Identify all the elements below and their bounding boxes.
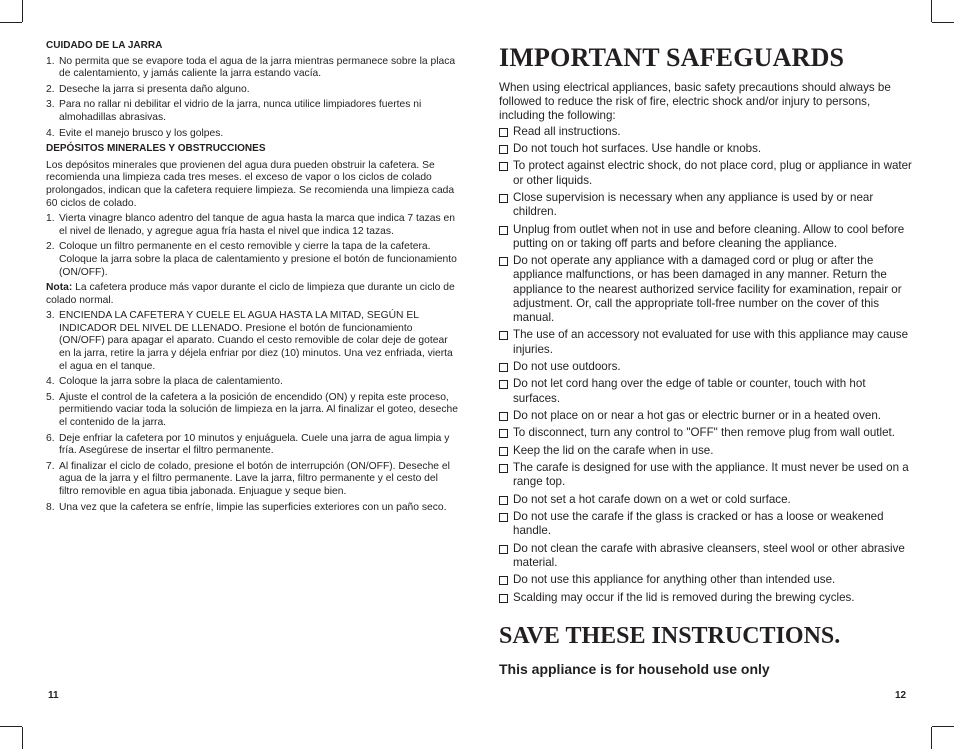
note-text: La cafetera produce más vapor durante el ciclo de limpieza que durante un ciclo de colado normal.: [46, 282, 455, 306]
safeguard-text: To protect against electric shock, do not place cord, plug or appliance in water or other liquids.: [513, 159, 912, 187]
item-text: Coloque un filtro permanente en el cesto removible y cierre la tapa de la cafetera. Coloque la jarra sobre la placa de calentamiento y presione el botón de funcionamiento (ON/OFF).: [59, 241, 457, 278]
safeguard-text: Unplug from outlet when not in use and before cleaning. Allow to cool before putting on or taking off parts and before cleaning the appliance.: [513, 222, 905, 250]
safeguard-item: [499, 461, 913, 489]
page-number-left: 11: [48, 690, 59, 701]
list-item: [46, 241, 458, 279]
note-label: Nota:: [46, 282, 73, 294]
crop-mark: [932, 22, 954, 23]
item-text: Ajuste el control de la cafetera a la posición de encendido (ON) y repita este proceso, permitiendo vaciar toda la solución de limpieza en la jarra. Al finalizar el goteo, deseche el contenido de la jarra.: [59, 391, 458, 429]
list-item: [46, 376, 458, 389]
item-number: 3.: [46, 310, 55, 322]
item-text: Coloque la jarra sobre la placa de calentamiento.: [59, 376, 283, 388]
cleaning-steps-list: [46, 213, 458, 279]
item-number: 1.: [46, 55, 55, 67]
save-instructions-heading: SAVE THESE INSTRUCTIONS.: [499, 622, 841, 649]
checkbox-bullet-icon: [499, 380, 508, 389]
checkbox-bullet-icon: [499, 464, 508, 473]
item-number: 3.: [46, 99, 55, 111]
safeguard-item: [499, 493, 913, 507]
checkbox-bullet-icon: [499, 331, 508, 340]
safeguard-text: The carafe is designed for use with the appliance. It must never be used on a range top.: [513, 461, 909, 489]
mineral-deposits-intro: Los depósitos minerales que provienen del agua dura pueden obstruir la cafetera. Se recomienda una limpieza cada tres meses. el exceso de vapor o los ciclos de colado prolongados, indican que la cafetera requiere limpieza. Se recomienda una limpieza cada 60 ciclos de colado.: [46, 159, 455, 209]
household-use-note: This appliance is for household use only: [499, 660, 770, 677]
list-item: [46, 502, 458, 515]
safeguard-item: [499, 223, 913, 251]
cleaning-steps-list-continued: [46, 310, 458, 514]
safeguard-text: Do not use this appliance for anything other than intended use.: [513, 573, 836, 587]
safeguard-text: Do not clean the carafe with abrasive cleansers, steel wool or other abrasive material.: [513, 541, 905, 569]
item-text: ENCIENDA LA CAFETERA Y CUELE EL AGUA HASTA LA MITAD, SEGÚN EL INDICADOR DEL NIVEL DE LLENADO. Presione el botón de funcionamiento (ON/OFF) para apagar el aparato. Cuando el cesto removible de colar deje de gotear en la jarra, retire la jarra y déjela enfriar por diez (10) minutos. Una vez enfriada, vierta el agua en el tanque.: [59, 310, 453, 372]
list-item: [46, 461, 458, 499]
checkbox-bullet-icon: [499, 194, 508, 203]
checkbox-bullet-icon: [499, 257, 508, 266]
safeguard-item: [499, 573, 913, 587]
checkbox-bullet-icon: [499, 513, 508, 522]
page-number-right: 12: [895, 690, 907, 701]
list-item: [46, 128, 458, 141]
safeguard-text: Do not place on or near a hot gas or electric burner or in a heated oven.: [513, 408, 882, 422]
crop-mark: [931, 727, 932, 749]
item-text: Vierta vinagre blanco adentro del tanque de agua hasta la marca que indica 7 tazas en el nivel de llenado, y agregue agua fría hasta el nivel que indica 12 tazas.: [59, 213, 455, 237]
crop-mark: [932, 726, 954, 727]
crop-mark: [0, 22, 22, 23]
safeguard-text: Read all instructions.: [513, 124, 621, 138]
safeguards-intro: When using electrical appliances, basic safety precautions should always be followed to reduce the risk of fire, electric shock and/or injury to persons, including the following:: [499, 81, 891, 123]
checkbox-bullet-icon: [499, 545, 508, 554]
checkbox-bullet-icon: [499, 429, 508, 438]
right-page: [499, 40, 913, 676]
safeguard-item: [499, 328, 913, 356]
safeguards-list: [499, 125, 913, 605]
safeguard-text: Do not let cord hang over the edge of table or counter, touch with hot surfaces.: [513, 377, 866, 405]
item-text: Deje enfriar la cafetera por 10 minutos y enjuáguela. Cuele una jarra de agua limpia y fría. Asegúrese de insertar el filtro permanente.: [59, 432, 450, 457]
safeguard-text: Do not set a hot carafe down on a wet or cold surface.: [513, 492, 791, 506]
checkbox-bullet-icon: [499, 162, 508, 171]
safeguard-item: [499, 360, 913, 374]
safeguard-text: To disconnect, turn any control to "OFF" then remove plug from wall outlet.: [513, 426, 895, 440]
checkbox-bullet-icon: [499, 363, 508, 372]
list-item: [46, 310, 458, 373]
carafe-care-heading: CUIDADO DE LA JARRA: [46, 40, 163, 51]
list-item: [46, 84, 458, 97]
safeguard-item: [499, 510, 913, 538]
item-number: 7.: [46, 460, 55, 472]
crop-mark: [22, 0, 23, 22]
safeguard-text: The use of an accessory not evaluated for use with this appliance may cause injuries.: [513, 328, 909, 356]
safeguard-text: Keep the lid on the carafe when in use.: [513, 443, 714, 457]
checkbox-bullet-icon: [499, 576, 508, 585]
item-number: 2.: [46, 241, 55, 253]
safeguard-item: [499, 142, 913, 156]
item-number: 8.: [46, 501, 55, 513]
checkbox-bullet-icon: [499, 412, 508, 421]
item-text: Evite el manejo brusco y los golpes.: [59, 127, 224, 139]
safeguard-text: Close supervision is necessary when any appliance is used by or near children.: [513, 190, 874, 219]
item-text: Una vez que la cafetera se enfríe, limpie las superficies exteriores con un paño seco.: [59, 501, 447, 513]
list-item: [46, 392, 458, 430]
safeguard-text: Do not operate any appliance with a damaged cord or plug or after the appliance malfunctions, or has been damaged in any manner. Return the appliance to the nearest authorized service facility for examination, repair or adjustment. Or, call the appropriate toll-free number on the cover of this manual.: [513, 254, 902, 324]
safeguard-item: [499, 426, 913, 440]
note-paragraph: [46, 282, 458, 307]
checkbox-bullet-icon: [499, 447, 508, 456]
safeguards-title: IMPORTANT SAFEGUARDS: [499, 43, 845, 72]
list-item: [46, 56, 458, 81]
crop-mark: [0, 726, 22, 727]
safeguard-item: [499, 254, 913, 325]
checkbox-bullet-icon: [499, 226, 508, 235]
item-text: Deseche la jarra si presenta daño alguno.: [59, 83, 250, 95]
item-number: 1.: [46, 213, 55, 225]
safeguard-item: [499, 542, 913, 570]
item-number: 5.: [46, 391, 55, 403]
safeguard-item: [499, 125, 913, 139]
carafe-care-list: [46, 56, 458, 141]
item-number: 2.: [46, 83, 55, 95]
mineral-deposits-heading: DEPÓSITOS MINERALES Y OBSTRUCCIONES: [46, 143, 266, 155]
safeguard-text: Do not use the carafe if the glass is cracked or has a loose or weakened handle.: [513, 510, 884, 538]
crop-mark: [931, 0, 932, 22]
checkbox-bullet-icon: [499, 594, 508, 603]
safeguard-text: Do not touch hot surfaces. Use handle or knobs.: [513, 142, 762, 155]
checkbox-bullet-icon: [499, 145, 508, 154]
list-item: [46, 213, 458, 238]
item-number: 4.: [46, 376, 55, 388]
list-item: [46, 433, 458, 458]
checkbox-bullet-icon: [499, 128, 508, 137]
safeguard-item: [499, 444, 913, 458]
item-number: 6.: [46, 432, 55, 444]
safeguard-item: [499, 591, 913, 605]
safeguard-item: [499, 409, 913, 423]
safeguard-item: [499, 191, 913, 219]
crop-mark: [22, 727, 23, 749]
safeguard-item: [499, 159, 913, 187]
left-page: [46, 40, 458, 517]
list-item: [46, 99, 458, 124]
checkbox-bullet-icon: [499, 496, 508, 505]
item-text: No permita que se evapore toda el agua de la jarra mientras permanece sobre la placa de calentamiento, y jamás caliente la jarra estando vacía.: [59, 55, 456, 80]
safeguard-text: Scalding may occur if the lid is removed during the brewing cycles.: [513, 590, 855, 604]
safeguard-item: [499, 377, 913, 405]
item-text: Para no rallar ni debilitar el vidrio de la jarra, nunca utilice limpiadores fuertes ni almohadillas abrasivas.: [59, 99, 422, 123]
item-text: Al finalizar el ciclo de colado, presione el botón de interrupción (ON/OFF). Deseche el agua de la jarra y el filtro permanente. Lave la jarra, filtro permanente y el cesto del filtro removible en agua tibia jabonada. Enjuague y seque bien.: [59, 460, 450, 497]
safeguard-text: Do not use outdoors.: [513, 359, 621, 373]
item-number: 4.: [46, 127, 55, 139]
